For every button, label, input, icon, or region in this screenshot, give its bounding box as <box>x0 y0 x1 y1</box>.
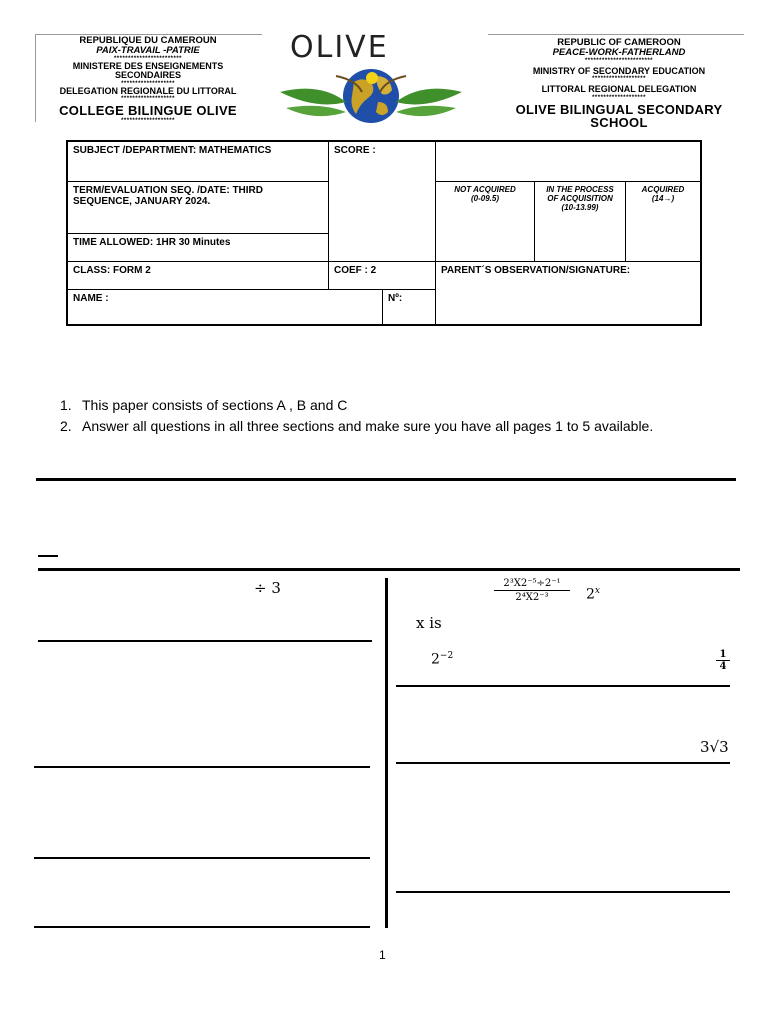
exponent-fraction <box>492 578 572 603</box>
answer-line <box>38 640 372 642</box>
dots-divider: ******************* <box>121 96 175 103</box>
acquired-cell <box>626 181 702 261</box>
score-cell: SCORE : <box>329 141 436 261</box>
school-name-en-2: SCHOOL <box>590 115 648 131</box>
ministry-text: MINISTRY OF SECONDARY EDUCATION <box>532 65 706 76</box>
instruction-text: This paper consists of sections A , B and C <box>82 397 348 413</box>
number-field: Nº: <box>388 292 403 304</box>
time-cell: TIME ALLOWED: 1HR 30 Minutes <box>67 233 329 261</box>
instruction-1 <box>60 397 347 413</box>
fraction-numerator: 2³X2⁻⁵÷2⁻¹ <box>503 578 561 589</box>
header-left-vborder <box>35 34 36 122</box>
answer-line <box>396 762 730 764</box>
three-root-three-text: 3√3 <box>700 738 729 756</box>
answer-line <box>396 685 730 687</box>
dots-divider: ************************ <box>584 57 654 64</box>
quarter-denominator: 4 <box>719 661 727 672</box>
in-process-range: (10-13.99) <box>561 202 599 212</box>
globe-branches-icon <box>276 64 466 126</box>
subject-cell: SUBJECT /DEPARTMENT: MATHEMATICS <box>67 141 329 181</box>
in-process-label: IN THE PROCESS OF ACQUISITION <box>546 184 614 203</box>
instruction-number: 2. <box>60 418 72 434</box>
acquired-label: ACQUIRED <box>641 184 685 194</box>
acquired-range: (14→) <box>651 193 675 203</box>
not-acquired-label: NOT ACQUIRED <box>454 184 516 194</box>
coef-cell: COEF : 2 <box>329 261 436 289</box>
peace-work-text: PEACE-WORK-FATHERLAND <box>552 46 686 58</box>
not-acquired-range: (0-09.5) <box>470 193 499 203</box>
dots-divider: ******************* <box>121 80 175 87</box>
answer-line <box>34 926 370 928</box>
term-cell: TERM/EVALUATION SEQ. /DATE: THIRD SEQUENCE, JANUARY 2024. <box>67 181 329 233</box>
header-left-border <box>36 34 262 35</box>
column-divider <box>385 578 388 928</box>
exponent: −2 <box>439 651 454 661</box>
name-field: NAME : <box>68 290 383 324</box>
fraction-bar <box>494 590 570 591</box>
secondaires-text: SECONDAIRES <box>114 70 181 81</box>
logo-title: OLIVE <box>290 30 389 65</box>
page-number: 1 <box>379 948 386 962</box>
school-name-fr: COLLEGE BILINGUE OLIVE <box>59 103 237 119</box>
answer-line <box>396 891 730 893</box>
one-quarter-fraction <box>716 649 730 672</box>
x-is-text: x is <box>416 614 442 632</box>
instruction-text: Answer all questions in all three sections and make sure you have all pages 1 to 5 available. <box>82 418 654 434</box>
two-power-x <box>586 586 600 603</box>
ministere-text: MINISTERE DES ENSEIGNEMENTS <box>72 60 224 71</box>
dots-divider: ******************* <box>592 94 646 101</box>
not-acquired-cell <box>436 181 535 261</box>
base: 2 <box>431 651 440 668</box>
exam-info-table <box>66 140 702 326</box>
school-logo <box>276 30 466 126</box>
score-blank-cell <box>436 141 702 181</box>
header-left-block <box>36 36 260 124</box>
dots-divider: ************************ <box>113 55 183 62</box>
republique-text: REPUBLIQUE DU CAMEROUN <box>79 35 217 46</box>
divider-line <box>36 478 736 481</box>
paix-travail-text: PAIX-TRAVAIL -PATRIE <box>96 44 200 56</box>
parent-observation-cell: PARENT´S OBSERVATION/SIGNATURE: <box>436 261 702 325</box>
class-cell: CLASS: FORM 2 <box>67 261 329 289</box>
two-power-neg-two <box>431 651 453 668</box>
school-name-en: OLIVE BILINGUAL SECONDARY <box>515 101 723 117</box>
dots-divider: ******************* <box>592 76 646 83</box>
answer-line <box>34 766 370 768</box>
dots-divider: ******************* <box>121 117 175 124</box>
dash-mark <box>38 555 58 557</box>
header-right-border <box>488 34 744 35</box>
name-row <box>67 289 436 325</box>
base: 2 <box>586 586 595 603</box>
fraction-denominator: 2⁴X2⁻³ <box>515 592 549 603</box>
answer-line <box>34 857 370 859</box>
republic-text: REPUBLIC OF CAMEROON <box>557 37 681 48</box>
divide-three-text: ÷ 3 <box>254 579 281 597</box>
quarter-numerator: 1 <box>719 649 727 660</box>
instruction-number: 1. <box>60 397 72 413</box>
in-process-cell <box>535 181 626 261</box>
divider-line <box>38 568 740 571</box>
instruction-2 <box>60 418 653 434</box>
littoral-delegation-text: LITTORAL REGIONAL DELEGATION <box>541 84 697 95</box>
header-right-block <box>488 38 750 130</box>
delegation-text: DELEGATION REGIONALE DU LITTORAL <box>59 85 237 96</box>
exponent: x <box>594 586 600 596</box>
